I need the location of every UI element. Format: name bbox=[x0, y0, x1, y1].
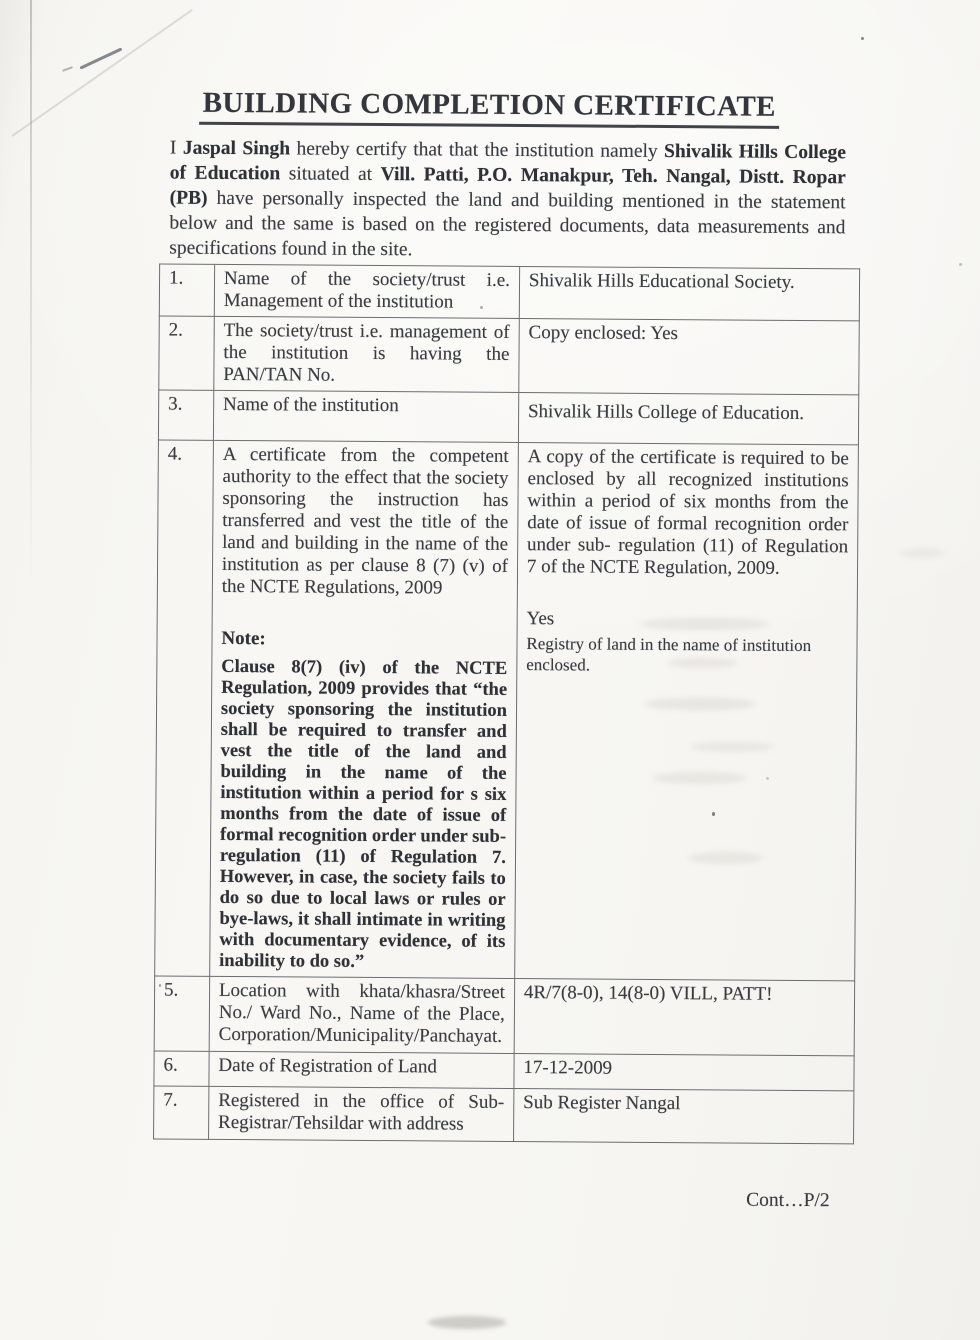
table-row bbox=[155, 440, 859, 981]
row-label: Registered in the office of Sub-Registrar/Tehsildar with address bbox=[208, 1086, 513, 1141]
row-value-text: A copy of the certificate is required to be enclosed by all recognized institutions within a period of six months from the date of issue of formal recognition order under sub- regulation (11) of Regulation 7 of the NCTE Regulation, 2009. bbox=[526, 446, 849, 579]
row-number: 4. bbox=[155, 440, 214, 976]
row-label: The society/trust i.e. management of the institution is having the PAN/TAN No. bbox=[214, 316, 519, 392]
row-value: Sub Register Nangal bbox=[513, 1088, 853, 1143]
row-number: 5. bbox=[154, 976, 209, 1051]
intro-paragraph bbox=[169, 136, 846, 266]
intro-segment: have personally inspected the land and building mentioned in the statement below and the same is based on the registered documents, data measurements and specifications found in the site. bbox=[169, 187, 846, 261]
row-value-registry: Registry of land in the name of institution enclosed. bbox=[526, 634, 812, 675]
row-value: Shivalik Hills Educational Society. bbox=[519, 267, 859, 321]
intro-segment: situated at bbox=[280, 163, 381, 186]
page-title: BUILDING COMPLETION CERTIFICATE bbox=[200, 87, 779, 129]
row-number: 3. bbox=[158, 390, 213, 440]
note-body: Clause 8(7) (iv) of the NCTE Regulation, 2009 provides that “the society sponsoring the institution shall be required to transfer and vest the title of the land and building in the name of the institution within a period for s six months from the date of issue of formal recognition order under sub-regulation (11) of Regulation 7. However, in case, the society fails to do so due to local laws or rules or bye-laws, it shall intimate in writing with documentary evidence, of its inability to do so.” bbox=[219, 656, 508, 972]
row-label: Date of Registration of Land bbox=[209, 1051, 514, 1088]
table-row bbox=[154, 1051, 854, 1091]
row-value bbox=[515, 443, 859, 981]
row-label bbox=[210, 440, 519, 978]
intro-segment: I bbox=[169, 137, 183, 159]
table-row bbox=[159, 316, 859, 395]
row-number: 2. bbox=[159, 316, 214, 390]
title-row bbox=[0, 85, 979, 130]
row-label: Location with khata/khasra/Street No./ Ward No., Name of the Place, Corporation/Municipality/Panchayat. bbox=[209, 976, 515, 1053]
intro-segment-bold: Jaspal Singh bbox=[182, 137, 291, 160]
row-number: 1. bbox=[159, 264, 214, 316]
row-label: Name of the institution bbox=[213, 390, 518, 442]
continuation-note: Cont…P/2 bbox=[746, 1189, 830, 1212]
intro-segment-bold: Vill. Patti, P.O. Manakpur, Teh. Nangal, Distt. Ropar (PB) bbox=[169, 164, 846, 209]
row-value: Copy enclosed: Yes bbox=[519, 319, 860, 395]
row-label-text: A certificate from the competent authority to the effect that the society sponsoring the instruction has transferred and vest the title of the land and building in the name of the institution as per clause 8 (7) (v) of the NCTE Regulations, 2009 bbox=[221, 443, 509, 599]
table-row bbox=[158, 390, 858, 445]
row-value: 17-12-2009 bbox=[514, 1053, 854, 1090]
table-row bbox=[159, 264, 859, 321]
certificate-table bbox=[153, 263, 860, 1144]
bottom-smudge bbox=[428, 1316, 506, 1329]
intro-segment: hereby certify that that the institution namely bbox=[290, 138, 665, 163]
note-heading: Note: bbox=[221, 627, 266, 650]
row-label: Name of the society/trust i.e. Management of the institution bbox=[214, 264, 519, 318]
row-number: 6. bbox=[154, 1051, 209, 1086]
row-value: Shivalik Hills College of Education. bbox=[518, 393, 858, 445]
table-row bbox=[154, 976, 855, 1056]
row-value: 4R/7(8-0), 14(8-0) VILL, PATT! bbox=[514, 978, 855, 1055]
row-value-answer: Yes bbox=[526, 608, 555, 630]
row-number: 7. bbox=[154, 1086, 209, 1139]
intro-segment-bold: Shivalik Hills College of Education bbox=[169, 141, 847, 185]
document-body bbox=[153, 135, 861, 1212]
table-row bbox=[154, 1086, 854, 1144]
